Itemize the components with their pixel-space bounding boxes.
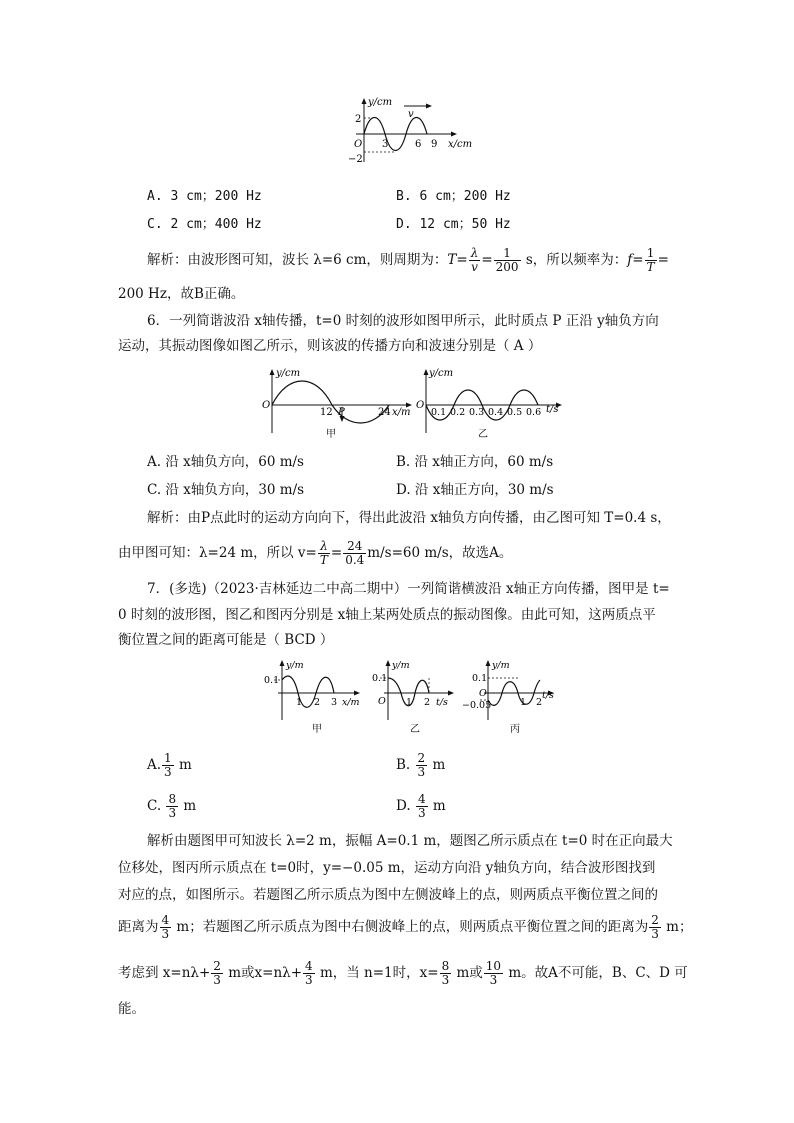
svg-text:2: 2: [314, 697, 321, 708]
caption-yi: 乙: [410, 724, 420, 735]
svg-text:0.2: 0.2: [450, 407, 466, 418]
q7-option-d: D. $\frac{4}{3}$ m: [396, 792, 446, 820]
q6-option-d: D. 沿 x轴正方向，30 m/s: [396, 482, 554, 498]
x-tick-3: 3: [382, 139, 389, 150]
q5-solution-line1: 解析：由波形图可知，波长 λ=6 cm，则周期为：T= $\frac{\lambda}{v}$ = $\frac{1}{200}$ s，所以频率为：f= $\frac{1}{T}$ =: [147, 246, 669, 274]
svg-text:0.4: 0.4: [488, 407, 504, 418]
q7-figure-bing: [462, 658, 562, 738]
q6-option-b: B. 沿 x轴正方向，60 m/s: [396, 454, 554, 470]
svg-text:12: 12: [320, 407, 333, 418]
svg-text:O: O: [262, 400, 271, 411]
svg-text:y/cm: y/cm: [429, 368, 454, 379]
q7-solution-line4: 距离为 $\frac{4}{3}$ m；若题图乙所示质点为图中右侧波峰上的点，则两质点平衡位置之间的距离为 $\frac{2}{3}$ m；: [118, 913, 693, 941]
q5-solution-line2: 200 Hz，故B正确。: [118, 286, 245, 302]
q7-figure-jia: [262, 658, 367, 738]
svg-text:P: P: [338, 407, 345, 418]
svg-text:O: O: [479, 688, 487, 699]
q7-stem-line3: 衡位置之间的距离可能是（ BCD ）: [118, 632, 334, 648]
svg-text:3: 3: [331, 697, 338, 708]
q6-solution-line2: 由甲图可知：λ=24 m，所以 v= $\frac{\lambda}{T}$ = $\frac{24}{0.4}$ m/s=60 m/s，故选A。: [118, 539, 513, 567]
svg-text:1: 1: [296, 697, 303, 708]
caption-jia: 甲: [312, 724, 322, 735]
q5-option-d: D. 12 cm；50 Hz: [396, 217, 511, 232]
v-label: v: [408, 109, 414, 120]
svg-text:1: 1: [520, 697, 527, 708]
svg-text:y/m: y/m: [492, 660, 510, 671]
svg-text:x/m: x/m: [342, 697, 360, 708]
q7-solution-line3: 对应的点，如图所示。若题图乙所示质点为图中左侧波峰上的点，则两质点平衡位置之间的: [118, 887, 658, 903]
q7-solution-line5: 考虑到 x=nλ+ $\frac{2}{3}$ m或x=nλ+ $\frac{4}{3}$ m，当 n=1时，x= $\frac{8}{3}$ m或 $\frac{10}{3}$ m。故A不可能，B、C、D 可: [118, 959, 688, 987]
svg-text:y/m: y/m: [392, 660, 410, 671]
q7-solution-line6: 能。: [118, 1001, 145, 1017]
wave-curve: [282, 676, 334, 707]
svg-text:1: 1: [406, 697, 413, 708]
q6-stem-line2: 运动，其振动图像如图乙所示，则该波的传播方向和波速分别是（ A ）: [118, 338, 542, 354]
svg-text:0.1: 0.1: [431, 407, 447, 418]
caption-jia: 甲: [326, 429, 336, 440]
x-tick-9: 9: [431, 139, 438, 150]
q5-option-c: C. 2 cm；400 Hz: [147, 217, 262, 232]
q7-stem-line2: 0 时刻的波形图，图乙和图丙分别是 x轴上某两处质点的振动图像。由此可知，这两质点平: [118, 607, 656, 623]
caption-bing: 丙: [510, 724, 520, 735]
q7-solution-line2: 位移处，图丙所示质点在 t=0时，y=−0.05 m，运动方向沿 y轴负方向，结合波形图找到: [118, 860, 656, 876]
y-tick-neg2: −2: [348, 154, 363, 165]
q6-figure-yi: [416, 367, 566, 442]
svg-text:0.6: 0.6: [526, 407, 542, 418]
q5-option-b: B. 6 cm；200 Hz: [396, 189, 511, 204]
svg-text:0.1: 0.1: [264, 675, 280, 686]
q6-option-c: C. 沿 x轴负方向，30 m/s: [147, 482, 305, 498]
svg-text:y/m: y/m: [286, 660, 304, 671]
svg-text:t/s: t/s: [436, 697, 448, 708]
svg-text:2: 2: [424, 697, 431, 708]
svg-text:0.1: 0.1: [372, 673, 388, 684]
q7-option-a: A. $\frac{1}{3}$ m: [147, 751, 192, 779]
svg-text:t/s: t/s: [546, 404, 559, 415]
svg-text:0.1: 0.1: [472, 673, 488, 684]
y-tick-2: 2: [355, 114, 362, 125]
svg-text:0.3: 0.3: [469, 407, 485, 418]
x-tick-6: 6: [415, 139, 422, 150]
q6-figure-jia: [258, 367, 418, 442]
svg-text:24: 24: [378, 407, 391, 418]
q7-stem-line1: 7．(多选)（2023·吉林延边二中高二期中）一列简谐横波沿 x轴正方向传播，图甲是 t=: [147, 581, 670, 597]
q7-solution-line1: 解析由题图甲可知波长 λ=2 m，振幅 A=0.1 m，题图乙所示质点在 t=0 时在正向最大: [147, 833, 673, 849]
q7-option-b: B. $\frac{2}{3}$ m: [396, 751, 446, 779]
svg-text:−0.05: −0.05: [462, 700, 492, 711]
y-label: y/cm: [368, 97, 393, 108]
q7-option-c: C. $\frac{8}{3}$ m: [147, 792, 197, 820]
q5-option-a: A. 3 cm；200 Hz: [147, 189, 262, 204]
svg-text:x/m: x/m: [392, 407, 411, 418]
svg-text:0.5: 0.5: [507, 407, 523, 418]
q7-figure-yi: [372, 658, 462, 738]
svg-text:O: O: [378, 696, 386, 707]
q6-stem-line1: 6．一列简谐波沿 x轴传播，t=0 时刻的波形如图甲所示，此时质点 P 正沿 y轴负方向: [147, 313, 659, 329]
q6-solution-line1: 解析：由P点此时的运动方向向下，得出此波沿 x轴负方向传播，由乙图可知 T=0.4 s，: [147, 510, 671, 526]
q5-wave-figure: [340, 96, 480, 166]
origin: O: [354, 139, 363, 150]
svg-text:2: 2: [536, 697, 543, 708]
svg-text:t/s: t/s: [542, 690, 554, 701]
svg-text:O: O: [416, 400, 425, 411]
x-label: x/cm: [448, 139, 473, 150]
svg-text:y/cm: y/cm: [276, 368, 301, 379]
caption-yi: 乙: [478, 429, 488, 440]
q6-option-a: A. 沿 x轴负方向，60 m/s: [147, 454, 304, 470]
